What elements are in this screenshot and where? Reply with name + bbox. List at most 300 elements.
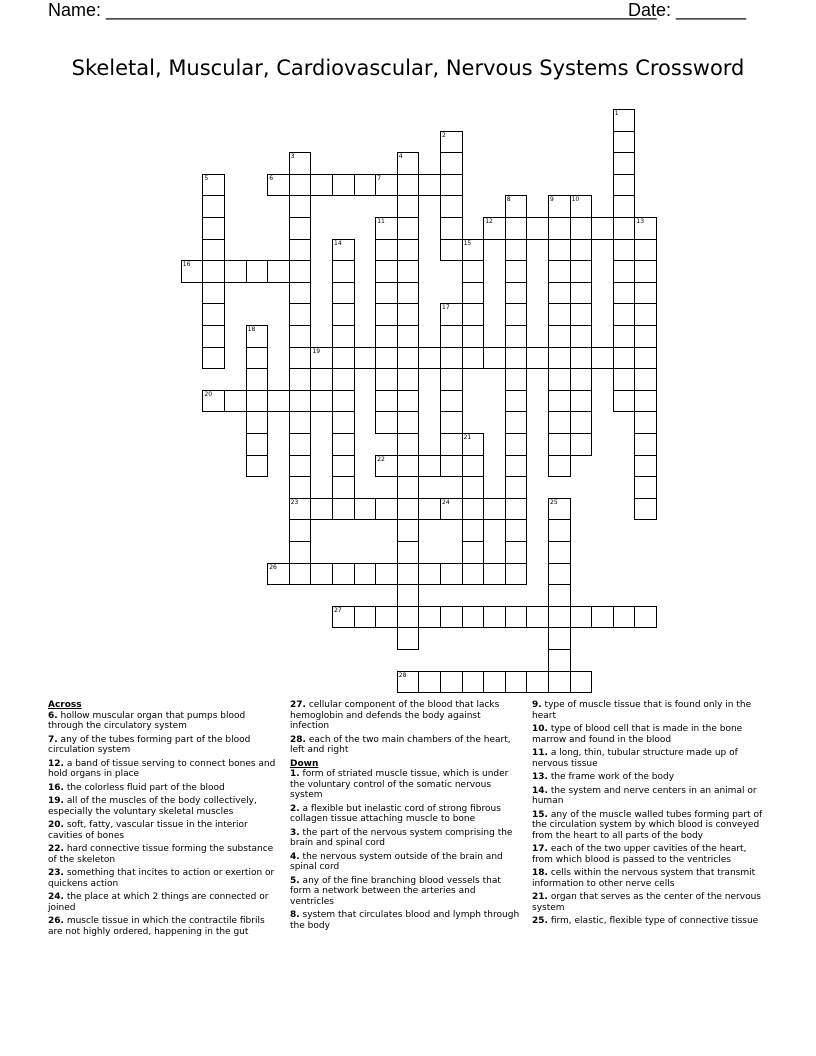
grid-cell[interactable] (224, 260, 247, 283)
grid-cell[interactable] (505, 411, 528, 434)
grid-cell[interactable] (613, 347, 636, 370)
grid-cell[interactable] (505, 325, 528, 348)
clue-number-label: 18 (247, 326, 256, 333)
grid-cell[interactable] (289, 347, 312, 370)
grid-cell[interactable] (570, 217, 593, 240)
grid-cell[interactable] (462, 498, 485, 521)
grid-cell[interactable] (375, 174, 398, 197)
grid-cell[interactable] (181, 260, 204, 283)
grid-cell[interactable] (570, 368, 593, 391)
grid-cell[interactable] (332, 411, 355, 434)
grid-cell[interactable] (548, 411, 571, 434)
grid-cell[interactable] (375, 347, 398, 370)
grid-cell[interactable] (505, 368, 528, 391)
grid-cell[interactable] (310, 347, 333, 370)
grid-cell[interactable] (634, 411, 657, 434)
grid-cell[interactable] (505, 563, 528, 586)
grid-cell[interactable] (548, 390, 571, 413)
clue-number: 26. (48, 916, 64, 926)
clue-number: 9. (532, 700, 542, 710)
grid-cell[interactable] (332, 606, 355, 629)
clue-number: 17. (532, 844, 548, 854)
grid-cell[interactable] (440, 131, 463, 154)
grid-cell[interactable] (634, 368, 657, 391)
grid-cell[interactable] (202, 347, 225, 370)
clue-text: each of the two upper cavities of the heart, from which blood is passed to the ventricles (532, 844, 747, 865)
grid-cell[interactable] (289, 476, 312, 499)
grid-cell[interactable] (591, 347, 614, 370)
grid-cell[interactable] (505, 260, 528, 283)
grid-cell[interactable] (246, 368, 269, 391)
across-clue-list-a (48, 711, 280, 938)
grid-cell[interactable] (397, 282, 420, 305)
grid-cell[interactable] (397, 563, 420, 586)
grid-cell[interactable] (505, 671, 528, 694)
grid-cell[interactable] (397, 411, 420, 434)
grid-cell[interactable] (375, 325, 398, 348)
grid-cell[interactable] (570, 195, 593, 218)
grid-cell[interactable] (548, 498, 571, 521)
grid-cell[interactable] (634, 282, 657, 305)
grid-cell[interactable] (375, 282, 398, 305)
grid-cell[interactable] (202, 260, 225, 283)
clue-number-label: 10 (571, 196, 580, 204)
grid-cell[interactable] (483, 671, 506, 694)
across-clue (48, 796, 280, 817)
clue-number: 5. (290, 875, 300, 886)
clue-number-label: 12 (485, 218, 493, 225)
grid-cell[interactable] (202, 174, 225, 197)
grid-cell[interactable] (332, 174, 355, 197)
grid-cell[interactable] (462, 347, 485, 370)
grid-cell[interactable] (332, 282, 355, 305)
grid-cell[interactable] (440, 390, 463, 413)
grid-cell[interactable] (570, 390, 593, 413)
clue-text: system that circulates blood and lymph through the body (290, 910, 520, 931)
grid-cell[interactable] (591, 217, 614, 240)
clue-text: firm, elastic, flexible type of connective tissue (547, 916, 759, 926)
clue-text: muscle tissue in which the contractile fibrils are not highly ordered, happening in the gut (48, 916, 265, 937)
down-clue (290, 910, 522, 931)
grid-cell[interactable] (332, 325, 355, 348)
grid-cell[interactable] (332, 368, 355, 391)
clue-text: hollow muscular organ that pumps blood through the circulatory system (48, 710, 246, 731)
clues-column-3 (532, 700, 764, 930)
grid-cell[interactable] (267, 174, 290, 197)
grid-cell[interactable] (397, 325, 420, 348)
grid-cell[interactable] (418, 498, 441, 521)
grid-cell[interactable] (548, 239, 571, 262)
clue-text: a band of tissue serving to connect bones and hold organs in place (48, 758, 276, 779)
grid-cell[interactable] (548, 433, 571, 456)
grid-cell[interactable] (418, 563, 441, 586)
grid-cell[interactable] (613, 239, 636, 262)
grid-cell[interactable] (202, 239, 225, 262)
grid-cell[interactable] (462, 282, 485, 305)
grid-cell[interactable] (548, 260, 571, 283)
grid-cell[interactable] (505, 347, 528, 370)
grid-cell[interactable] (570, 347, 593, 370)
grid-cell[interactable] (332, 347, 355, 370)
grid-cell[interactable] (332, 433, 355, 456)
grid-cell[interactable] (548, 584, 571, 607)
grid-cell[interactable] (570, 671, 593, 694)
grid-cell[interactable] (440, 325, 463, 348)
grid-cell[interactable] (634, 325, 657, 348)
grid-cell[interactable] (591, 606, 614, 629)
grid-cell[interactable] (418, 455, 441, 478)
clue-number-label: 14 (334, 239, 342, 247)
grid-cell[interactable] (462, 303, 485, 326)
grid-cell[interactable] (375, 303, 398, 326)
grid-cell[interactable] (202, 282, 225, 305)
grid-cell[interactable] (332, 260, 355, 283)
grid-cell[interactable] (418, 347, 441, 370)
grid-cell[interactable] (505, 433, 528, 456)
clue-number-label: 21 (463, 434, 472, 441)
grid-cell[interactable] (570, 239, 593, 262)
grid-cell[interactable] (634, 498, 657, 521)
grid-cell[interactable] (289, 390, 312, 413)
grid-cell[interactable] (375, 239, 398, 262)
grid-cell[interactable] (613, 217, 636, 240)
clue-number-label: 28 (398, 671, 407, 679)
grid-cell[interactable] (505, 390, 528, 413)
grid-cell[interactable] (440, 606, 463, 629)
clue-number-label: 17 (442, 304, 450, 312)
grid-cell[interactable] (440, 347, 463, 370)
grid-cell[interactable] (397, 152, 420, 175)
grid-cell[interactable] (397, 347, 420, 370)
grid-cell[interactable] (354, 498, 377, 521)
grid-cell[interactable] (570, 303, 593, 326)
grid-cell[interactable] (634, 476, 657, 499)
clue-number: 7. (48, 734, 58, 745)
grid-cell[interactable] (548, 649, 571, 672)
grid-cell[interactable] (246, 433, 269, 456)
grid-cell[interactable] (397, 174, 420, 197)
grid-cell[interactable] (375, 563, 398, 586)
grid-cell[interactable] (289, 411, 312, 434)
grid-cell[interactable] (548, 455, 571, 478)
grid-cell[interactable] (418, 174, 441, 197)
grid-cell[interactable] (634, 433, 657, 456)
grid-cell[interactable] (548, 519, 571, 542)
grid-cell[interactable] (634, 606, 657, 629)
grid-cell[interactable] (483, 563, 506, 586)
grid-cell[interactable] (246, 455, 269, 478)
grid-cell[interactable] (375, 260, 398, 283)
grid-cell[interactable] (289, 368, 312, 391)
grid-cell[interactable] (397, 390, 420, 413)
grid-cell[interactable] (548, 325, 571, 348)
grid-cell[interactable] (613, 325, 636, 348)
grid-cell[interactable] (505, 303, 528, 326)
grid-cell[interactable] (289, 217, 312, 240)
clue-number-label: 1 (614, 110, 619, 117)
grid-cell[interactable] (397, 239, 420, 262)
grid-cell[interactable] (332, 498, 355, 521)
grid-cell[interactable] (375, 411, 398, 434)
grid-cell[interactable] (613, 152, 636, 175)
grid-cell[interactable] (613, 260, 636, 283)
grid-cell[interactable] (526, 217, 549, 240)
grid-cell[interactable] (634, 260, 657, 283)
grid-cell[interactable] (397, 519, 420, 542)
clue-number-label: 5 (204, 174, 209, 182)
grid-cell[interactable] (462, 239, 485, 262)
grid-cell[interactable] (613, 368, 636, 391)
grid-cell[interactable] (289, 519, 312, 542)
grid-cell[interactable] (483, 498, 506, 521)
clue-number-label: 23 (290, 498, 299, 506)
grid-cell[interactable] (289, 260, 312, 283)
grid-cell[interactable] (462, 563, 485, 586)
grid-cell[interactable] (462, 260, 485, 283)
grid-cell[interactable] (418, 671, 441, 694)
grid-cell[interactable] (289, 433, 312, 456)
grid-cell[interactable] (613, 174, 636, 197)
grid-cell[interactable] (440, 433, 463, 456)
across-clue (48, 892, 280, 913)
grid-cell[interactable] (505, 519, 528, 542)
grid-cell[interactable] (440, 303, 463, 326)
grid-cell[interactable] (462, 476, 485, 499)
grid-cell[interactable] (634, 347, 657, 370)
across-clue (48, 735, 280, 756)
clue-number: 24. (48, 892, 64, 902)
across-clue (48, 820, 280, 841)
grid-cell[interactable] (397, 606, 420, 629)
grid-cell[interactable] (310, 498, 333, 521)
grid-cell[interactable] (202, 217, 225, 240)
grid-cell[interactable] (397, 498, 420, 521)
grid-cell[interactable] (375, 368, 398, 391)
grid-cell[interactable] (548, 347, 571, 370)
clue-number: 19. (48, 796, 64, 806)
clue-text: all of the muscles of the body collectively, especially the voluntary skeletal muscles (48, 796, 257, 817)
grid-cell[interactable] (570, 606, 593, 629)
grid-cell[interactable] (570, 325, 593, 348)
grid-cell[interactable] (440, 498, 463, 521)
grid-cell[interactable] (570, 260, 593, 283)
grid-cell[interactable] (505, 217, 528, 240)
clue-text: cellular component of the blood that lacks hemoglobin and defends the body against infection (290, 700, 500, 731)
clue-text: each of the two main chambers of the heart, left and right (290, 734, 511, 755)
clue-text: the nervous system outside of the brain and spinal cord (290, 851, 503, 872)
grid-cell[interactable] (634, 390, 657, 413)
grid-cell[interactable] (246, 325, 269, 348)
grid-cell[interactable] (548, 541, 571, 564)
grid-cell[interactable] (289, 282, 312, 305)
grid-cell[interactable] (397, 368, 420, 391)
grid-cell[interactable] (440, 563, 463, 586)
grid-cell[interactable] (440, 455, 463, 478)
grid-cell[interactable] (224, 390, 247, 413)
grid-cell[interactable] (397, 476, 420, 499)
grid-cell[interactable] (375, 217, 398, 240)
grid-cell[interactable] (332, 476, 355, 499)
grid-cell[interactable] (613, 303, 636, 326)
grid-cell[interactable] (310, 174, 333, 197)
grid-cell[interactable] (289, 455, 312, 478)
grid-cell[interactable] (332, 239, 355, 262)
grid-cell[interactable] (289, 239, 312, 262)
down-clue (290, 852, 522, 873)
across-clue-list-b (290, 700, 522, 756)
grid-cell[interactable] (548, 606, 571, 629)
grid-cell[interactable] (397, 541, 420, 564)
grid-cell[interactable] (462, 541, 485, 564)
grid-cell[interactable] (440, 174, 463, 197)
grid-cell[interactable] (354, 174, 377, 197)
grid-cell[interactable] (462, 433, 485, 456)
grid-cell[interactable] (246, 347, 269, 370)
down-clue-list-b (532, 700, 764, 927)
grid-cell[interactable] (570, 433, 593, 456)
grid-cell[interactable] (548, 563, 571, 586)
grid-cell[interactable] (289, 174, 312, 197)
grid-cell[interactable] (375, 455, 398, 478)
grid-cell[interactable] (526, 347, 549, 370)
down-clue (532, 700, 764, 721)
grid-cell[interactable] (440, 239, 463, 262)
clue-number-label: 13 (636, 218, 645, 225)
down-clue (532, 868, 764, 889)
grid-cell[interactable] (246, 411, 269, 434)
grid-cell[interactable] (440, 217, 463, 240)
grid-cell[interactable] (548, 303, 571, 326)
grid-cell[interactable] (289, 303, 312, 326)
grid-cell[interactable] (440, 411, 463, 434)
grid-cell[interactable] (440, 368, 463, 391)
grid-cell[interactable] (289, 325, 312, 348)
grid-cell[interactable] (202, 390, 225, 413)
grid-cell[interactable] (483, 347, 506, 370)
grid-cell[interactable] (440, 152, 463, 175)
grid-cell[interactable] (289, 541, 312, 564)
grid-cell[interactable] (505, 541, 528, 564)
grid-cell[interactable] (483, 606, 506, 629)
grid-cell[interactable] (332, 563, 355, 586)
grid-cell[interactable] (462, 519, 485, 542)
grid-cell[interactable] (634, 239, 657, 262)
grid-cell[interactable] (462, 671, 485, 694)
grid-cell[interactable] (613, 109, 636, 132)
clue-number: 12. (48, 758, 64, 769)
grid-cell[interactable] (548, 627, 571, 650)
grid-cell[interactable] (634, 455, 657, 478)
grid-cell[interactable] (375, 390, 398, 413)
clue-number-label: 16 (182, 261, 191, 269)
grid-cell[interactable] (289, 195, 312, 218)
grid-cell[interactable] (440, 671, 463, 694)
grid-cell[interactable] (354, 347, 377, 370)
grid-cell[interactable] (505, 606, 528, 629)
clue-number-label: 6 (269, 174, 274, 182)
grid-cell[interactable] (440, 195, 463, 218)
grid-cell[interactable] (289, 152, 312, 175)
grid-cell[interactable] (526, 671, 549, 694)
clue-number: 1. (290, 769, 300, 779)
grid-cell[interactable] (310, 563, 333, 586)
down-clue (290, 876, 522, 908)
grid-cell[interactable] (397, 671, 420, 694)
grid-cell[interactable] (548, 671, 571, 694)
grid-cell[interactable] (267, 390, 290, 413)
grid-cell[interactable] (289, 563, 312, 586)
grid-cell[interactable] (570, 411, 593, 434)
grid-cell[interactable] (462, 455, 485, 478)
grid-cell[interactable] (462, 606, 485, 629)
grid-cell[interactable] (548, 195, 571, 218)
grid-cell[interactable] (570, 282, 593, 305)
grid-cell[interactable] (548, 217, 571, 240)
grid-cell[interactable] (613, 606, 636, 629)
grid-cell[interactable] (397, 584, 420, 607)
grid-cell[interactable] (397, 627, 420, 650)
grid-cell[interactable] (462, 325, 485, 348)
grid-cell[interactable] (202, 195, 225, 218)
grid-cell[interactable] (613, 131, 636, 154)
grid-cell[interactable] (548, 282, 571, 305)
grid-cell[interactable] (418, 606, 441, 629)
grid-cell[interactable] (505, 476, 528, 499)
clue-number: 20. (48, 820, 64, 830)
grid-cell[interactable] (613, 195, 636, 218)
grid-cell[interactable] (397, 433, 420, 456)
grid-cell[interactable] (526, 606, 549, 629)
grid-cell[interactable] (505, 455, 528, 478)
grid-cell[interactable] (397, 303, 420, 326)
grid-cell[interactable] (202, 303, 225, 326)
grid-cell[interactable] (613, 390, 636, 413)
grid-cell[interactable] (332, 390, 355, 413)
grid-cell[interactable] (505, 282, 528, 305)
grid-cell[interactable] (634, 217, 657, 240)
grid-cell[interactable] (397, 455, 420, 478)
grid-cell[interactable] (505, 195, 528, 218)
clue-text: cells within the nervous system that transmit information to other nerve cells (532, 868, 756, 889)
grid-cell[interactable] (246, 390, 269, 413)
grid-cell[interactable] (354, 563, 377, 586)
clue-number-label: 19 (312, 347, 321, 355)
grid-cell[interactable] (354, 606, 377, 629)
grid-cell[interactable] (267, 563, 290, 586)
grid-cell[interactable] (505, 239, 528, 262)
grid-cell[interactable] (375, 498, 398, 521)
grid-cell[interactable] (267, 260, 290, 283)
grid-cell[interactable] (505, 498, 528, 521)
grid-cell[interactable] (289, 498, 312, 521)
grid-cell[interactable] (613, 282, 636, 305)
grid-cell[interactable] (310, 390, 333, 413)
grid-cell[interactable] (397, 260, 420, 283)
grid-cell[interactable] (397, 217, 420, 240)
clue-number: 13. (532, 772, 548, 782)
grid-cell[interactable] (375, 606, 398, 629)
grid-cell[interactable] (548, 368, 571, 391)
grid-cell[interactable] (397, 195, 420, 218)
grid-cell[interactable] (332, 303, 355, 326)
grid-cell[interactable] (634, 303, 657, 326)
grid-cell[interactable] (332, 455, 355, 478)
clue-number: 15. (532, 809, 548, 820)
across-heading: Across (48, 700, 82, 710)
grid-cell[interactable] (483, 217, 506, 240)
grid-cell[interactable] (246, 260, 269, 283)
grid-cell[interactable] (202, 325, 225, 348)
